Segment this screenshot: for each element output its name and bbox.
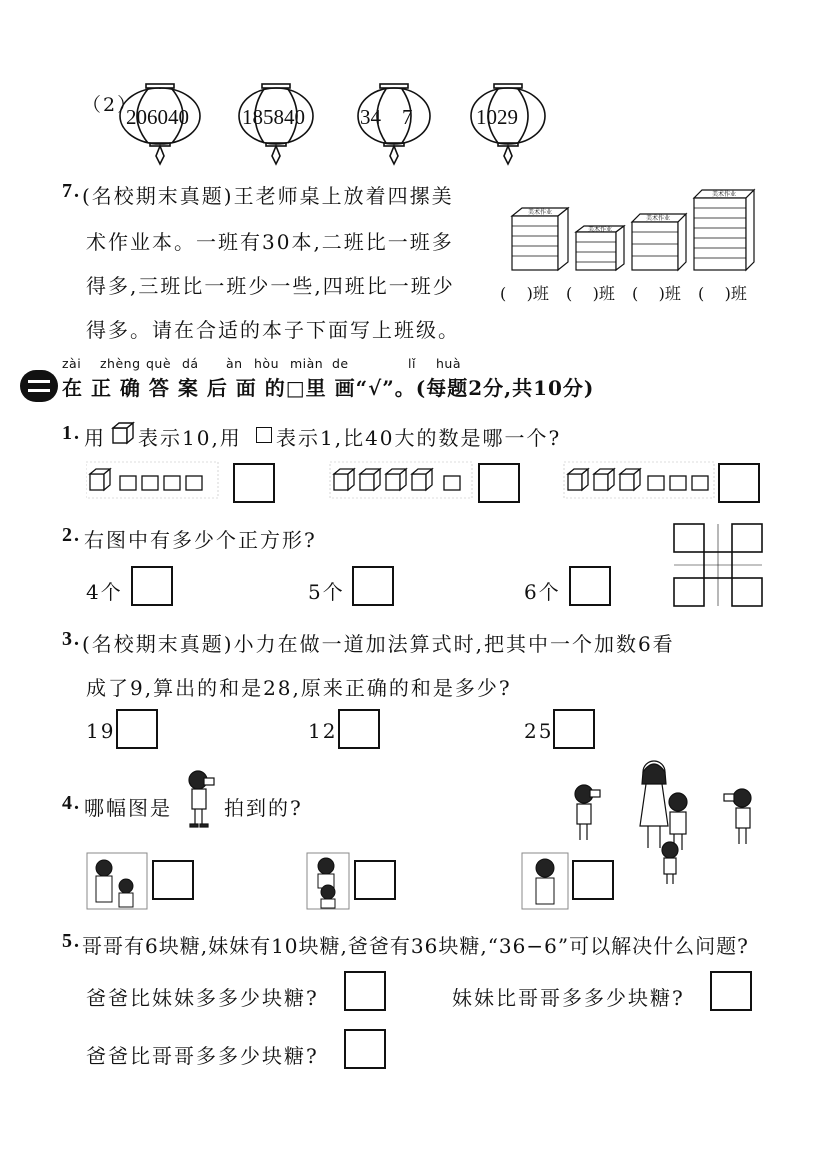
q3-answer-box-c[interactable] (553, 709, 595, 749)
q1-option-b-blocks (330, 462, 472, 498)
q1-option-a-blocks (86, 462, 218, 498)
book-label-2: 美术作业 (588, 226, 613, 233)
q1-answer-box-c[interactable] (718, 463, 760, 503)
q7-line-4: 得多。请在合适的本子下面写上班级。 (86, 318, 460, 342)
book-stack-3 (632, 214, 686, 270)
q2-option-a-label: 4个 (86, 580, 123, 604)
book-label-4: 美术作业 (712, 191, 737, 198)
photographer-icon (184, 768, 220, 830)
part2-label: （2） (82, 94, 139, 116)
pinyin-3: què (146, 356, 172, 371)
book-stack-1 (512, 208, 568, 270)
lantern-4-number: 1029 (476, 105, 518, 129)
q5-text: 哥哥有6块糖,妹妹有10块糖,爸爸有36块糖,“36−6”可以解决什么问题? (82, 934, 749, 958)
q4-answer-box-b[interactable] (354, 860, 396, 900)
section-two-title: 在 正 确 答 案 后 面 的□里 画“√”。(每题2分,共10分) (62, 376, 595, 400)
q5-number: 5. (62, 930, 81, 952)
q7-blank-4[interactable]: ( )班 (698, 284, 747, 303)
lantern-1-number: 206040 (126, 105, 189, 129)
q2-number: 2. (62, 524, 81, 546)
q3-line-2: 成了9,算出的和是28,原来正确的和是多少? (86, 676, 512, 700)
lantern-3-number: 34 7 (360, 105, 413, 129)
book-label-3: 美术作业 (646, 215, 671, 222)
q4-answer-box-c[interactable] (572, 860, 614, 900)
q3-option-c-label: 25 (524, 719, 554, 743)
q1-text-a: 用 (84, 426, 106, 450)
q2-answer-box-b[interactable] (352, 566, 394, 606)
q4-photo-a (86, 852, 148, 910)
cube-icon (111, 421, 135, 445)
book-stacks-illustration (508, 186, 768, 276)
q4-text-a: 哪幅图是 (84, 796, 172, 820)
q3-option-b-label: 12 (308, 719, 338, 743)
pinyin-1: zài (62, 356, 82, 371)
q5-option-a-label: 爸爸比妹妹多多少块糖? (86, 986, 319, 1010)
pinyin-8: de (332, 356, 349, 371)
q2-answer-box-a[interactable] (131, 566, 173, 606)
q1-text-c: 表示1,比40大的数是哪一个? (276, 426, 562, 450)
q4-photo-c (521, 852, 569, 910)
q5-answer-box-a[interactable] (344, 971, 386, 1011)
q1-options-graphics (86, 460, 766, 506)
q1-answer-box-b[interactable] (478, 463, 520, 503)
lantern-2-number: 185840 (242, 105, 305, 129)
q2-answer-box-c[interactable] (569, 566, 611, 606)
q3-number: 3. (62, 628, 81, 650)
q3-option-a-label: 19 (86, 719, 116, 743)
q3-answer-box-a[interactable] (116, 709, 158, 749)
pinyin-10: huà (436, 356, 462, 371)
q1-option-c-blocks (564, 462, 714, 498)
q7-blank-1[interactable]: ( )班 (500, 284, 549, 303)
q2-text: 右图中有多少个正方形? (84, 528, 317, 552)
q7-line-2: 术作业本。一班有30本,二班比一班多 (86, 230, 454, 254)
q2-squares-figure (670, 520, 768, 610)
pinyin-2: zhèng (100, 356, 141, 371)
q1-number: 1. (62, 422, 81, 444)
q4-number: 4. (62, 792, 81, 814)
unit-square-icon (256, 427, 272, 443)
q4-photo-b (306, 852, 350, 910)
book-label-1: 美术作业 (528, 209, 553, 216)
q3-answer-box-b[interactable] (338, 709, 380, 749)
q7-number: 7. (62, 180, 81, 202)
q7-blank-3[interactable]: ( )班 (632, 284, 681, 303)
q4-text-b: 拍到的? (224, 796, 303, 820)
pinyin-4: dá (182, 356, 199, 371)
q7-line-3: 得多,三班比一班少一些,四班比一班少 (86, 274, 455, 298)
q7-blank-2[interactable]: ( )班 (566, 284, 615, 303)
q2-option-b-label: 5个 (308, 580, 345, 604)
q3-line-1: (名校期末真题)小力在做一道加法算式时,把其中一个加数6看 (82, 632, 675, 656)
q5-answer-box-c[interactable] (344, 1029, 386, 1069)
q5-option-b-label: 妹妹比哥哥多多少块糖? (452, 986, 685, 1010)
q4-answer-box-a[interactable] (152, 860, 194, 900)
pinyin-7: miàn (290, 356, 324, 371)
q2-option-c-label: 6个 (524, 580, 561, 604)
q1-text-b: 表示10,用 (138, 426, 242, 450)
q5-option-c-label: 爸爸比哥哥多多少块糖? (86, 1044, 319, 1068)
q5-answer-box-b[interactable] (710, 971, 752, 1011)
section-two-badge-icon (20, 370, 58, 402)
pinyin-5: àn (226, 356, 243, 371)
q1-answer-box-a[interactable] (233, 463, 275, 503)
pinyin-9: lǐ (408, 356, 416, 371)
q7-line-1: (名校期末真题)王老师桌上放着四摞美 (82, 184, 454, 208)
pinyin-6: hòu (254, 356, 279, 371)
book-stack-4 (694, 190, 754, 270)
